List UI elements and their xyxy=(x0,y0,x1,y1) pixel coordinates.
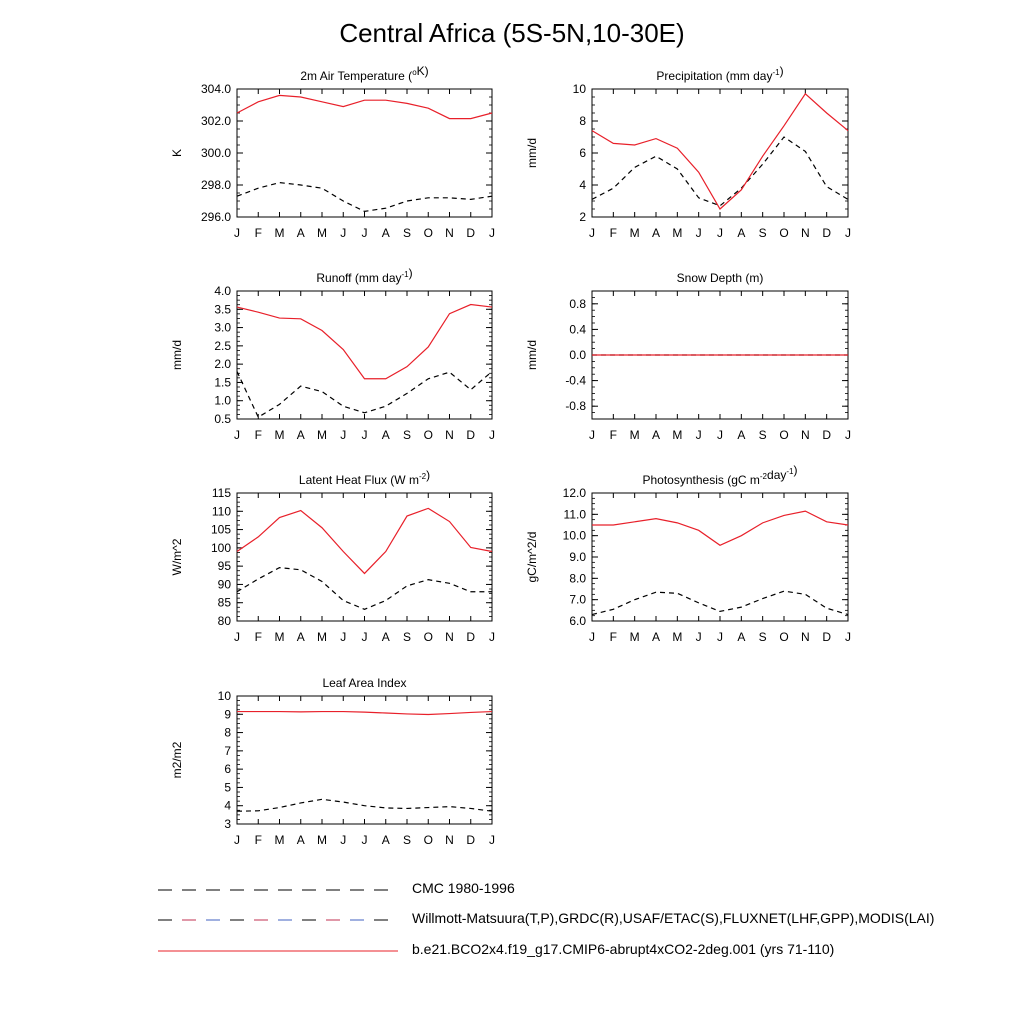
series-line-model xyxy=(237,508,492,573)
legend-label-model: b.e21.BCO2x4.f19_g17.CMIP6-abrupt4xCO2-2deg.001 (yrs 71-110) xyxy=(412,941,835,957)
x-tick-label: N xyxy=(800,428,810,442)
x-tick-label: M xyxy=(317,833,327,847)
x-tick-label: A xyxy=(296,630,305,644)
series-line-cmc xyxy=(237,183,492,212)
x-tick-label: A xyxy=(737,630,746,644)
x-tick-label: D xyxy=(822,630,832,644)
x-tick-label: J xyxy=(234,428,240,442)
y-tick-label: 296.0 xyxy=(200,210,231,224)
x-tick-label: J xyxy=(489,428,495,442)
x-tick-label: A xyxy=(651,630,661,644)
x-tick-label: N xyxy=(445,226,454,240)
x-tick-label: A xyxy=(651,226,661,240)
legend-label-cmc: CMC 1980-1996 xyxy=(412,880,515,896)
x-tick-label: M xyxy=(672,226,683,240)
x-tick-label: F xyxy=(254,630,262,644)
x-tick-label: M xyxy=(274,226,285,240)
figure-title: Central Africa (5S-5N,10-30E) xyxy=(339,18,685,48)
x-tick-label: A xyxy=(381,630,390,644)
y-tick-label: 0.5 xyxy=(214,412,231,426)
y-tick-label: 0.8 xyxy=(569,296,586,311)
panel-5 xyxy=(525,463,851,644)
x-tick-label: J xyxy=(361,226,368,240)
x-tick-label: J xyxy=(340,428,347,442)
x-tick-label: J xyxy=(234,226,240,240)
y-tick-label: 6 xyxy=(224,762,231,777)
y-tick-label: 90 xyxy=(217,577,231,592)
x-tick-label: J xyxy=(361,833,368,847)
x-tick-label: M xyxy=(629,428,640,442)
y-tick-label: 9.0 xyxy=(569,550,586,564)
x-tick-label: F xyxy=(254,226,262,240)
plot-frame xyxy=(237,696,492,824)
y-axis-label: m2/m2 xyxy=(170,741,184,779)
x-tick-label: M xyxy=(317,226,327,240)
x-tick-label: M xyxy=(672,630,683,644)
x-tick-label: J xyxy=(234,833,240,847)
x-tick-label: J xyxy=(695,630,702,644)
legend-swatch-model xyxy=(158,941,398,961)
x-tick-label: M xyxy=(629,226,640,240)
plot-frame xyxy=(592,89,848,217)
x-tick-label: M xyxy=(274,428,285,442)
x-tick-label: F xyxy=(609,428,618,442)
x-tick-label: J xyxy=(361,428,368,442)
x-tick-label: O xyxy=(423,833,433,847)
y-axis-label: mm/d xyxy=(525,340,539,370)
panel-1 xyxy=(525,64,851,240)
y-tick-label: 7 xyxy=(224,743,231,758)
y-tick-label: 3 xyxy=(224,817,231,831)
x-tick-label: F xyxy=(254,428,262,442)
y-axis-label: mm/d xyxy=(170,340,184,370)
series-line-cmc xyxy=(237,799,492,811)
panel-title: 2m Air Temperature ($^o$K) xyxy=(300,64,429,83)
y-tick-label: 6.0 xyxy=(569,614,586,628)
y-tick-label: 300.0 xyxy=(200,146,231,160)
y-tick-label: 85 xyxy=(217,595,231,610)
x-tick-label: S xyxy=(758,630,767,644)
y-tick-label: 8 xyxy=(579,114,586,128)
y-tick-label: 2.5 xyxy=(214,338,231,353)
legend-label-obs: Willmott-Matsuura(T,P),GRDC(R),USAF/ETAC(S),FLUXNET(LHF,GPP),MODIS(LAI) xyxy=(412,910,935,926)
y-tick-label: 302.0 xyxy=(200,114,231,128)
x-tick-label: F xyxy=(609,630,618,644)
y-tick-label: 4.0 xyxy=(214,284,231,298)
panel-3 xyxy=(525,271,851,442)
x-tick-label: A xyxy=(296,226,305,240)
y-tick-label: -0.8 xyxy=(565,399,586,414)
y-tick-label: 110 xyxy=(211,504,231,519)
y-axis-label: W/m^2 xyxy=(170,538,184,576)
x-tick-label: D xyxy=(822,226,832,240)
x-tick-label: S xyxy=(402,630,412,644)
y-tick-label: 1.0 xyxy=(214,393,231,408)
y-tick-label: 115 xyxy=(211,486,231,500)
x-tick-label: O xyxy=(423,428,433,442)
plot-frame xyxy=(237,493,492,621)
x-tick-label: O xyxy=(779,428,789,442)
y-tick-label: 80 xyxy=(217,614,231,628)
y-axis-label: mm/d xyxy=(525,138,539,168)
y-tick-label: 12.0 xyxy=(562,486,586,500)
x-tick-label: J xyxy=(589,226,595,240)
x-tick-label: J xyxy=(717,630,723,644)
x-tick-label: A xyxy=(296,833,305,847)
panel-title: Latent Heat Flux (W $m^{-2}$) xyxy=(298,468,431,487)
x-tick-label: J xyxy=(340,226,347,240)
x-tick-label: S xyxy=(402,833,412,847)
y-tick-label: 3.5 xyxy=(214,302,231,317)
panel-6 xyxy=(170,676,495,847)
x-tick-label: A xyxy=(296,428,305,442)
panel-title: Precipitation (mm day$^{-1}$) xyxy=(656,64,784,83)
y-tick-label: 1.5 xyxy=(214,375,231,390)
panel-2 xyxy=(170,266,495,442)
x-tick-label: J xyxy=(695,428,702,442)
y-tick-label: 11.0 xyxy=(563,507,586,522)
y-tick-label: 95 xyxy=(217,559,231,574)
legend-swatch-cmc xyxy=(158,880,398,900)
x-tick-label: M xyxy=(672,428,683,442)
series-line-model xyxy=(592,511,848,545)
plot-frame xyxy=(237,291,492,419)
x-tick-label: F xyxy=(254,833,262,847)
x-tick-label: D xyxy=(466,833,476,847)
y-tick-label: 10 xyxy=(572,82,586,96)
x-tick-label: A xyxy=(381,226,390,240)
x-tick-label: J xyxy=(489,226,495,240)
x-tick-label: D xyxy=(822,428,832,442)
x-tick-label: A xyxy=(381,428,390,442)
x-tick-label: O xyxy=(423,630,433,644)
y-tick-label: 298.0 xyxy=(200,178,231,192)
y-tick-label: 0.0 xyxy=(569,348,586,362)
x-tick-label: S xyxy=(402,428,412,442)
panel-title: Snow Depth (m) xyxy=(676,271,764,285)
x-tick-label: M xyxy=(317,630,327,644)
x-tick-label: S xyxy=(402,226,412,240)
x-tick-label: J xyxy=(845,630,851,644)
x-tick-label: M xyxy=(274,630,285,644)
x-tick-label: A xyxy=(737,428,746,442)
y-tick-label: 9 xyxy=(224,707,231,722)
x-tick-label: S xyxy=(758,428,767,442)
y-tick-label: 4 xyxy=(579,178,586,192)
y-tick-label: 3.0 xyxy=(214,320,231,335)
y-tick-label: 105 xyxy=(210,522,231,537)
x-tick-label: N xyxy=(800,630,810,644)
panel-title: Leaf Area Index xyxy=(322,676,407,690)
y-axis-label: gC/m^2/d xyxy=(525,531,539,583)
x-tick-label: D xyxy=(466,630,476,644)
x-tick-label: M xyxy=(274,833,285,847)
x-tick-label: O xyxy=(423,226,433,240)
y-tick-label: 10 xyxy=(217,689,231,703)
y-tick-label: -0.4 xyxy=(565,373,586,388)
x-tick-label: J xyxy=(340,833,347,847)
panel-4 xyxy=(170,468,495,644)
y-tick-label: 8 xyxy=(224,725,231,740)
x-tick-label: J xyxy=(361,630,368,644)
x-tick-label: J xyxy=(589,428,595,442)
x-tick-label: S xyxy=(758,226,767,240)
series-line-model xyxy=(237,305,492,379)
x-tick-label: M xyxy=(629,630,640,644)
panel-0 xyxy=(170,64,495,240)
y-tick-label: 304.0 xyxy=(200,82,231,96)
y-axis-label: K xyxy=(170,148,184,158)
x-tick-label: A xyxy=(737,226,746,240)
series-line-model xyxy=(237,95,492,118)
x-tick-label: J xyxy=(489,630,495,644)
x-tick-label: J xyxy=(845,226,851,240)
y-tick-label: 6 xyxy=(579,146,586,160)
x-tick-label: M xyxy=(317,428,327,442)
y-tick-label: 7.0 xyxy=(569,592,586,607)
series-line-cmc xyxy=(592,591,848,614)
y-tick-label: 8.0 xyxy=(569,571,586,586)
x-tick-label: O xyxy=(779,226,789,240)
x-tick-label: J xyxy=(340,630,347,644)
x-tick-label: N xyxy=(445,833,454,847)
y-tick-label: 5 xyxy=(224,780,231,795)
x-tick-label: N xyxy=(445,428,454,442)
y-tick-label: 2.0 xyxy=(214,357,231,372)
series-line-cmc xyxy=(592,137,848,206)
x-tick-label: N xyxy=(445,630,454,644)
x-tick-label: J xyxy=(234,630,240,644)
panel-title: Photosynthesis (gC $m^{-2}day^{-1}$) xyxy=(642,463,798,487)
y-tick-label: 10.0 xyxy=(562,528,586,543)
x-tick-label: J xyxy=(717,226,723,240)
x-tick-label: J xyxy=(717,428,723,442)
x-tick-label: J xyxy=(589,630,595,644)
x-tick-label: A xyxy=(381,833,390,847)
x-tick-label: D xyxy=(466,428,476,442)
x-tick-label: A xyxy=(651,428,661,442)
x-tick-label: J xyxy=(489,833,495,847)
x-tick-label: O xyxy=(779,630,789,644)
x-tick-label: F xyxy=(609,226,618,240)
x-tick-label: N xyxy=(800,226,810,240)
x-tick-label: D xyxy=(466,226,476,240)
legend-swatch-obs xyxy=(158,910,398,930)
series-line-model xyxy=(592,94,848,209)
y-tick-label: 4 xyxy=(224,798,231,813)
y-tick-label: 0.4 xyxy=(569,322,586,337)
x-tick-label: J xyxy=(845,428,851,442)
y-tick-label: 2 xyxy=(579,210,586,224)
y-tick-label: 100 xyxy=(210,540,231,555)
x-tick-label: J xyxy=(695,226,702,240)
series-line-model xyxy=(237,712,492,715)
panel-title: Runoff (mm day$^{-1}$) xyxy=(316,266,413,285)
